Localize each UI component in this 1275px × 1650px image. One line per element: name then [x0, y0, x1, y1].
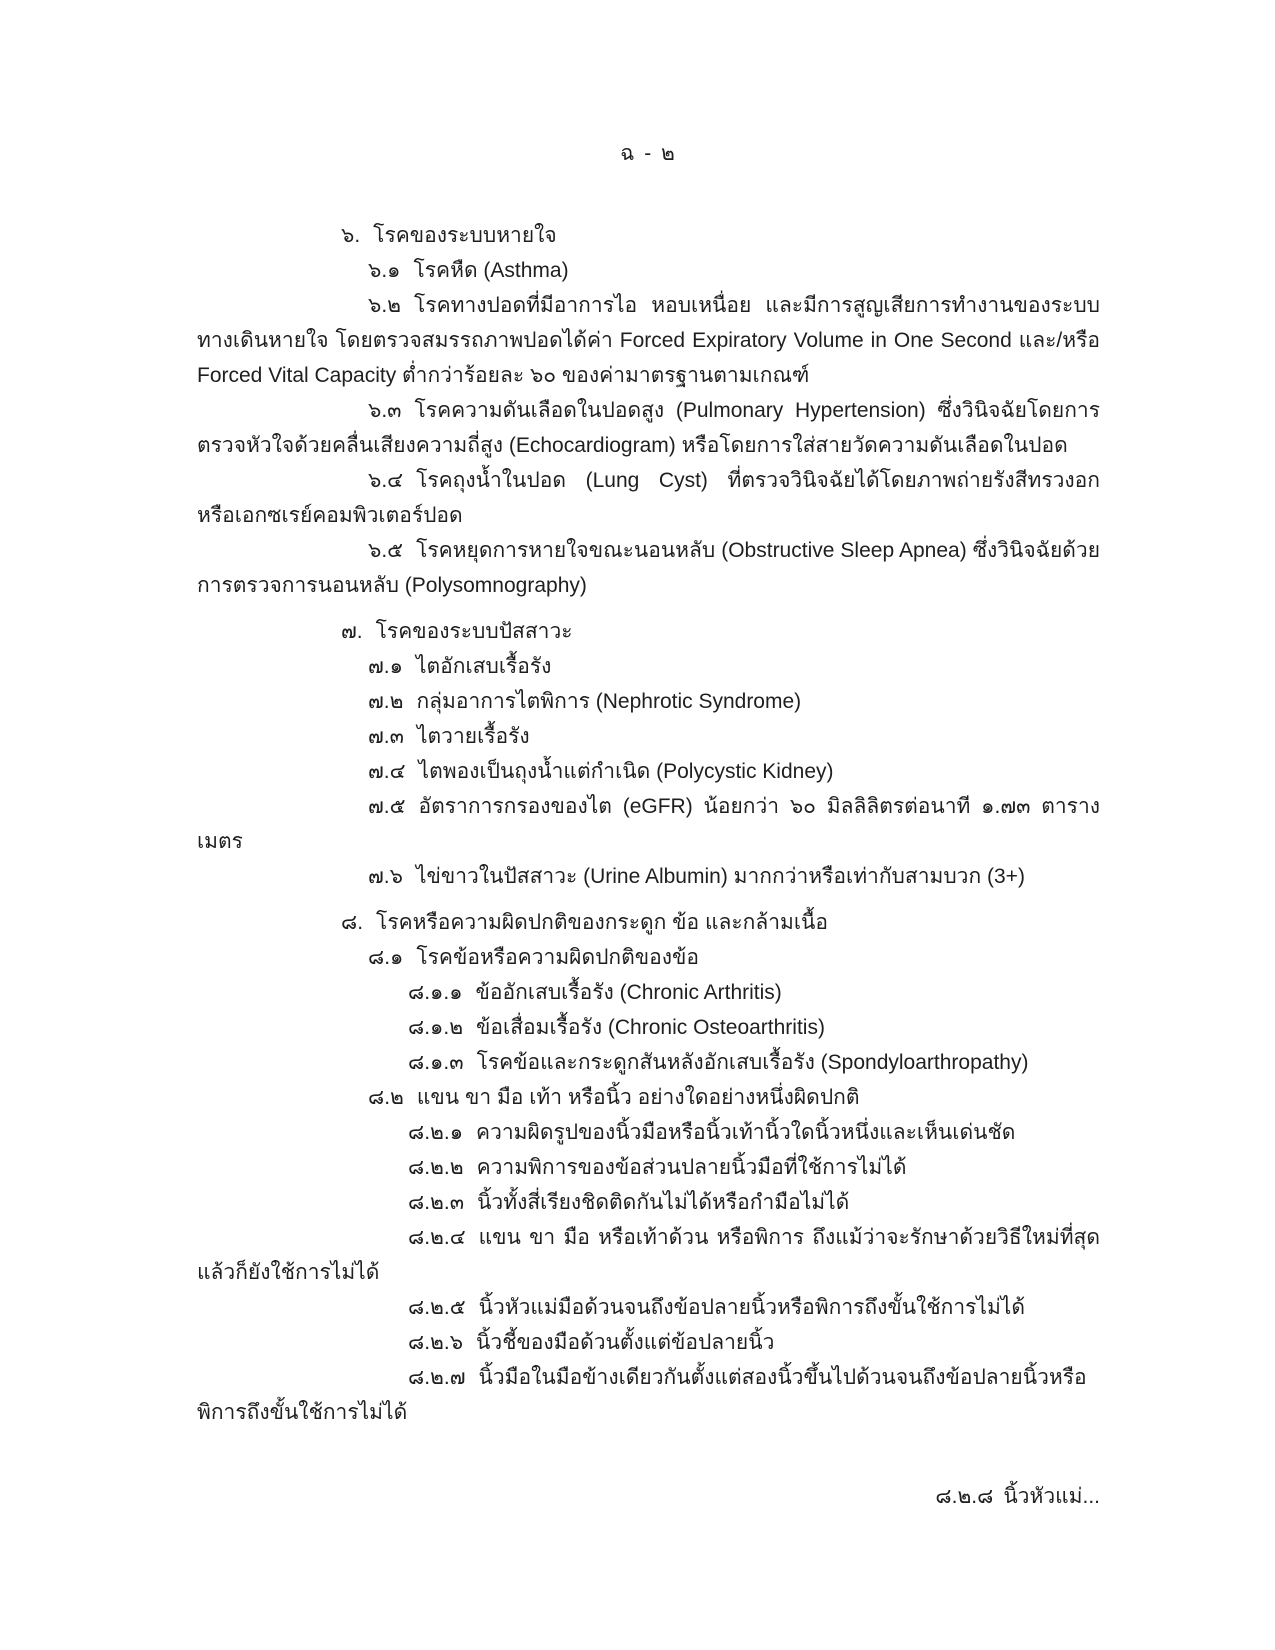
item-text: ความผิดรูปของนิ้วมือหรือนิ้วเท้านิ้วใดนิ้วหนึ่งและเห็นเด่นชัด — [476, 1121, 1016, 1144]
item-8-2-2 — [197, 1150, 1100, 1185]
item-text: นิ้วหัวแม่มือด้วนจนถึงข้อปลายนิ้วหรือพิการถึงขั้นใช้การไม่ได้ — [478, 1296, 1025, 1319]
item-text: ความพิการของข้อส่วนปลายนิ้วมือที่ใช้การไม่ได้ — [476, 1156, 907, 1179]
item-8-2-5 — [197, 1290, 1100, 1325]
item-8-2 — [197, 1080, 1100, 1115]
item-text: โรคความดันเลือดในปอดสูง (Pulmonary Hypertension) ซึ่งวินิจฉัยโดยการตรวจหัวใจด้วยคลื่นเสียงความถี่สูง (Echocardiogram) หรือโดยการใส่สายวัดความดันเลือดในปอด — [197, 399, 1100, 457]
document-body — [197, 218, 1100, 1514]
item-6-2 — [197, 288, 1100, 393]
item-6-1 — [197, 253, 1100, 288]
item-6 — [197, 218, 1100, 253]
page-number: ฉ - ๒ — [620, 142, 677, 165]
item-8-1-2 — [197, 1010, 1100, 1045]
item-7-1 — [197, 649, 1100, 684]
item-7-2 — [197, 684, 1100, 719]
item-number: ๘.๒.๑ — [408, 1121, 464, 1144]
item-number: ๘.๒.๒ — [408, 1156, 464, 1179]
item-number: ๗.๖ — [368, 865, 403, 888]
item-text: ไข่ขาวในปัสสาวะ (Urine Albumin) มากกว่าหรือเท่ากับสามบวก (3+) — [415, 865, 1025, 888]
item-text: โรคของระบบปัสสาวะ — [375, 620, 573, 643]
item-text: โรคข้อหรือความผิดปกติของข้อ — [416, 946, 699, 969]
item-text: โรคของระบบหายใจ — [373, 224, 557, 247]
item-8-1-1 — [197, 975, 1100, 1010]
item-7-5 — [197, 789, 1100, 859]
item-number: ๗.๕ — [368, 795, 406, 818]
item-number: ๖.๔ — [368, 469, 404, 492]
item-text: ข้ออักเสบเรื้อรัง (Chronic Arthritis) — [475, 981, 782, 1004]
item-number: ๖.๒ — [368, 294, 402, 317]
item-text: ข้อเสื่อมเรื้อรัง (Chronic Osteoarthritis) — [476, 1016, 825, 1039]
item-text: อัตราการกรองของไต (eGFR) น้อยกว่า ๖๐ มิลลิลิตรต่อนาที ๑.๗๓ ตารางเมตร — [197, 795, 1100, 853]
item-number: ๖. — [341, 224, 361, 247]
item-text: นิ้วมือในมือข้างเดียวกันตั้งแต่สองนิ้วขึ้นไปด้วนจนถึงข้อปลายนิ้วหรือพิการถึงขั้นใช้การไม่ได้ — [197, 1366, 1087, 1424]
catchword — [197, 1479, 1100, 1514]
item-text: โรคข้อและกระดูกสันหลังอักเสบเรื้อรัง (Spondyloarthropathy) — [476, 1051, 1029, 1074]
item-6-3 — [197, 393, 1100, 463]
item-number: ๗.๓ — [368, 725, 404, 748]
item-7-4 — [197, 754, 1100, 789]
item-number: ๘.๒.๕ — [408, 1296, 466, 1319]
item-number: ๖.๓ — [368, 399, 402, 422]
item-8-2-3 — [197, 1185, 1100, 1220]
item-8-1-3 — [197, 1045, 1100, 1080]
item-number: ๗.๒ — [368, 690, 404, 713]
item-8-2-1 — [197, 1115, 1100, 1150]
item-8-2-4 — [197, 1220, 1100, 1290]
item-number: ๗.๔ — [368, 760, 406, 783]
item-6-4 — [197, 463, 1100, 533]
item-number: ๘. — [341, 911, 364, 934]
item-number: ๗.๑ — [368, 655, 403, 678]
item-number: ๘.๒.๓ — [408, 1191, 465, 1214]
item-7-6 — [197, 859, 1100, 894]
item-8-2-6 — [197, 1325, 1100, 1360]
item-number: ๖.๕ — [368, 539, 404, 562]
catchword-number: ๘.๒.๘ — [935, 1485, 994, 1508]
item-number: ๘.๑ — [368, 946, 404, 969]
item-7 — [197, 614, 1100, 649]
item-text: นิ้วทั้งสี่เรียงชิดติดกันไม่ได้หรือกำมือไม่ได้ — [477, 1191, 850, 1214]
item-7-3 — [197, 719, 1100, 754]
item-text: ไตวายเรื้อรัง — [416, 725, 530, 748]
item-text: กลุ่มอาการไตพิการ (Nephrotic Syndrome) — [416, 690, 802, 713]
item-text: นิ้วชี้ของมือด้วนตั้งแต่ข้อปลายนิ้ว — [476, 1331, 775, 1354]
item-text: โรคหืด (Asthma) — [413, 259, 569, 282]
item-number: ๖.๑ — [368, 259, 401, 282]
item-number: ๘.๒ — [368, 1086, 404, 1109]
item-number: ๘.๒.๔ — [408, 1226, 466, 1249]
item-8 — [197, 905, 1100, 940]
item-text: ไตพองเป็นถุงน้ำแต่กำเนิด (Polycystic Kidney) — [418, 760, 834, 783]
item-number: ๘.๑.๒ — [408, 1016, 464, 1039]
item-8-1 — [197, 940, 1100, 975]
item-number: ๘.๒.๖ — [408, 1331, 464, 1354]
item-text: โรคหรือความผิดปกติของกระดูก ข้อ และกล้ามเนื้อ — [376, 911, 829, 934]
item-number: ๘.๒.๗ — [408, 1366, 466, 1389]
item-text: แขน ขา มือ หรือเท้าด้วน หรือพิการ ถึงแม้ว่าจะรักษาด้วยวิธีใหม่ที่สุดแล้วก็ยังใช้การไม่ได้ — [197, 1226, 1100, 1284]
item-number: ๗. — [341, 620, 363, 643]
item-text: โรคทางปอดที่มีอาการไอ หอบเหนื่อย และมีการสูญเสียการทำงานของระบบทางเดินหายใจ โดยตรวจสมรรถภาพปอดได้ค่า Forced Expiratory Volume in One Second และ/หรือ Forced Vital Capacity ต่ำกว่าร้อยละ ๖๐ ของค่ามาตรฐานตามเกณฑ์ — [197, 294, 1100, 387]
item-text: แขน ขา มือ เท้า หรือนิ้ว อย่างใดอย่างหนึ่งผิดปกติ — [416, 1086, 860, 1109]
item-text: โรคถุงน้ำในปอด (Lung Cyst) ที่ตรวจวินิจฉัยได้โดยภาพถ่ายรังสีทรวงอก หรือเอกซเรย์คอมพิวเตอร์ปอด — [197, 469, 1100, 527]
item-6-5 — [197, 533, 1100, 603]
item-text: โรคหยุดการหายใจขณะนอนหลับ (Obstructive Sleep Apnea) ซึ่งวินิจฉัยด้วยการตรวจการนอนหลับ (Polysomnography) — [197, 539, 1100, 597]
item-8-2-7 — [197, 1360, 1100, 1430]
catchword-text: นิ้วหัวแม่... — [1003, 1485, 1100, 1508]
item-number: ๘.๑.๓ — [408, 1051, 464, 1074]
item-text: ไตอักเสบเรื้อรัง — [415, 655, 552, 678]
item-number: ๘.๑.๑ — [408, 981, 463, 1004]
